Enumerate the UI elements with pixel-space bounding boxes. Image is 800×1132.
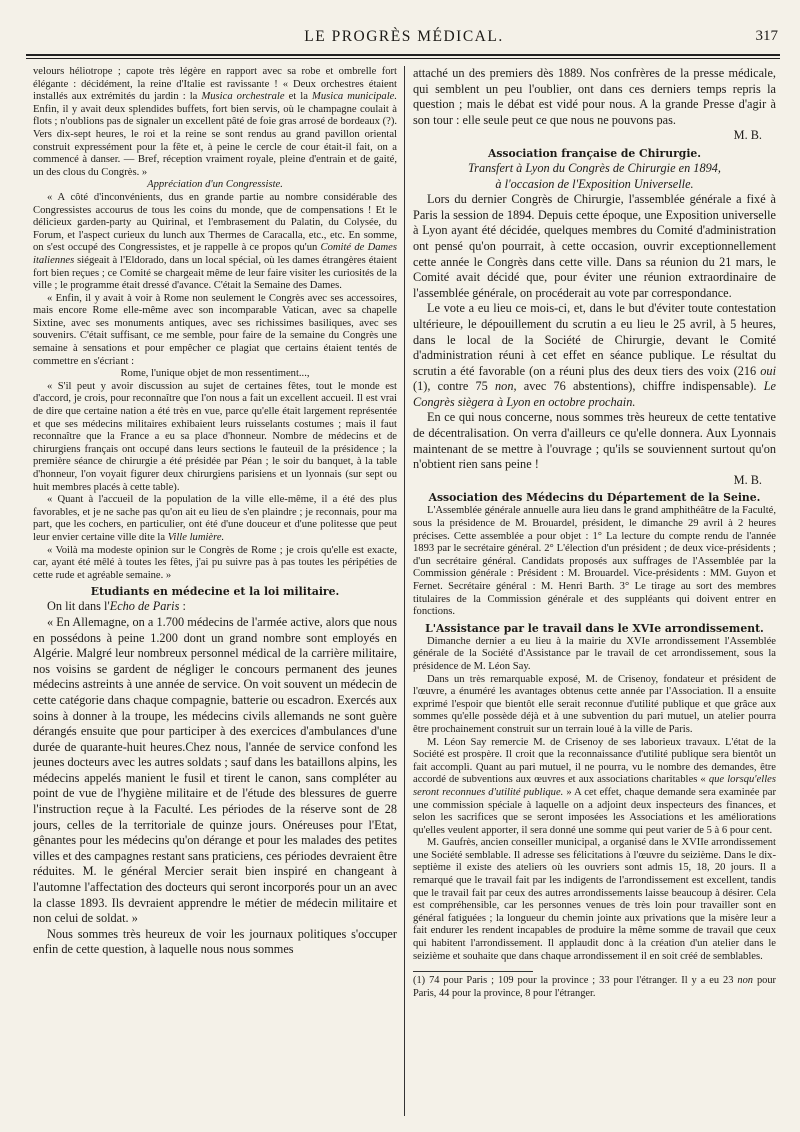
text: M. Léon Say remercie M. de Crisenoy de ses laborieux travaux. L'état de la Société est prospère. Il croit que la reconnaissance d'utilité publique sera bientôt un fait accompli. Quant au pari mutuel, il ne pourra, vu le nombre des demandes, être accordé de subventions aux œuvres et aux associations charitables « [413, 736, 776, 786]
footnote [413, 975, 776, 1000]
text: « Quant à l'accueil de la population de la ville elle-même, il a été des plus favorables, et je ne sache pas qu'on ait eu lieu de s'en plaindre ; je reconnais, pour ma part, que les cochers, en particulier, ont été d'une douceur et d'une politesse que peut leur envier certaine ville dite la [33, 494, 397, 543]
signature: M. B. [733, 128, 762, 143]
section-subtitle: Appréciation d'un Congressiste. [147, 179, 283, 191]
italic-text: Musica municipale. [312, 91, 397, 103]
paragraph: « En Allemagne, on a 1.700 médecins de l'armée active, alors que nous en possédons à peine 1.200 dont un grand nombre sont employés en Algérie. Malgré leur nombreux personnel médical de la carrière militaire, nos voisins se gardent de négliger le concours permanent des jeunes médecins astreints à une année de service. On voit souvent un médecin de cette catégorie dans chaque compagnie, batterie ou escadron. Exercés aux soins à donner à la troupe, les médecins civils allemands ne sont guère dérangés ensuite que pour participer à des exercices d'ambulances d'une durée de quarante-huit heures.Chez nous, l'année de service confond les jeunes docteurs avec les autres soldats ; sauf dans les bataillons alpins, les médecins appelés manient le fusil et tirent le canon, sans compléter au point de vue de l'hygiène militaire et de l'étude des blessures de guerre l'instruction reçue à la Faculté. Les périodes de la réserve sont de 28 jours, celles de la territoriale de quinze jours. Onéreuses pour l'Etat, gênantes pour les médecins qu'on dérange et pour les malades des petites villes et des campagnes restant sans praticiens, ces périodes devraient être réduites. M. le général Mercier serait bien inspiré en changeant à l'automne l'affectation des docteurs qui seront incorporés pour un an avec la classe 1893. Ils devraient apprendre le métier de médecin militaire et non celui de soldat. » [33, 614, 397, 926]
section-subtitle: à l'occasion de l'Exposition Universelle. [495, 176, 694, 191]
section-heading: Association des Médecins du Département de la Seine. [428, 491, 761, 505]
section-subtitle: Transfert à Lyon du Congrès de Chirurgie en 1894, [468, 160, 721, 175]
italic-text: non, [495, 379, 517, 394]
paragraph [413, 737, 776, 838]
italic-text: Comité de Dames italiennes [33, 242, 397, 266]
text: avec 76 abstentions), chiffre indispensable). [523, 379, 757, 394]
italic-text: que lorsqu'elles seront reconnues d'utilité publique. [413, 774, 776, 798]
text: et la [288, 91, 308, 103]
text: velours héliotrope ; capote très légère en rapport avec sa robe et ombrelle fort élégante : décidément, la reine d'Italie est ravissante ! « Deux orchestres étaient installés aux extrémités du jardin : la [33, 66, 397, 103]
verse-quote: Rome, l'unique objet de mon ressentiment..., [120, 368, 310, 380]
left-column [33, 66, 397, 1126]
italic-text: Ville lumière. [167, 531, 225, 543]
text: siégeait à l'Eldorado, dans un local spécial, où les dames étrangères étaient fort bien reçues ; ce Comité se chargeait même de leur faire visiter les curiosités de la ville ; le programme était dressé d'avance. C'était la Semaine des Dames. [33, 254, 397, 292]
text: On lit dans l' [47, 599, 110, 614]
paragraph [33, 66, 397, 179]
section-heading: L'Assistance par le travail dans le XVIe arrondissement. [425, 621, 764, 635]
paragraph: En ce qui nous concerne, nous sommes très heureux de cette tentative de décentralisation. On verra d'ailleurs ce qu'elle donnera. Aux Lyonnais maintenant de se mettre à l'ouvrage ; qu'ils se souviennent surtout qu'on n'obtient rien sans peine ! [413, 410, 776, 472]
header-rule [26, 54, 780, 56]
page-header [28, 28, 780, 50]
header-rule-thin [26, 58, 780, 59]
paragraph [413, 301, 776, 410]
text: » A cet effet, chaque demande sera examinée par une commission spéciale à laquelle on a adjoint deux inspecteurs des finances, et selon les sacrifices que se seront imposées les Associations et les améliorations qu'elles veulent apporter, il sera donné une somme qui peut varier de 5 à 6 pour cent. [413, 786, 776, 836]
italic-text: Echo de Paris [109, 599, 180, 614]
text: Le vote a eu lieu ce mois-ci, et, dans le but d'éviter toute contestation ultérieure, le dépouillement du scrutin a eu lieu le 25 avril, à 5 heures, dans le local de la Société de Chirurgie, devant le Comité d'administration réuni à cet effet en séance publique. Le résultat du scrutin a été favorable (on a réuni plus des deux tiers des voix (216 [413, 301, 776, 378]
paragraph: L'Assemblée générale annuelle aura lieu dans le grand amphithéâtre de la Faculté, sous la présidence de M. Brouardel, président, le dimanche 29 avril à 2 heures précises. Cette assemblée a pour objet : 1° La lecture du compte rendu de l'année 1893 par le secrétaire général. 2° L'élection d'un président ; de deux vice-présidents ; d'un secrétaire général. Candidats proposés aux suffrages de l'Assemblée par la Commission générale : Président : M. Brouardel. Vice-présidents : MM. Guyon et Fernet. Secrétaire général : M. Henri Barth. 3° Le tirage au sort des membres titulaires de la Commission générale et des suppléants qui doivent entrer en fonctions. [413, 505, 776, 618]
paragraph: Dimanche dernier a eu lieu à la mairie du XVIe arrondissement l'Assemblée générale de la Société d'Assistance par le travail de cet arrondissement, sous la présidence de M. Léon Say. [413, 635, 776, 672]
italic-text: Musica orchestrale [201, 91, 285, 103]
paragraph [33, 192, 397, 293]
section-heading: Etudiants en médecine et la loi militaire. [90, 585, 340, 599]
italic-text: Le Congrès siègera à Lyon en octobre prochain. [413, 379, 776, 409]
text: « A côté d'inconvénients, dus en grande partie au nombre considérable des Congressistes accourus de tous les coins du monde, que de compensations ! Et le délicieux garden-party au Quirinal, et l'embrasement du Palatin, du Colysée, du Forum, et l'aspect curieux du lunch aux Thermes de Caracalla, etc., etc. En somme, on s'est occupé des Congressistes, et je rappelle à ce propos qu'un [33, 191, 397, 254]
paragraph: Dans un très remarquable exposé, M. de Crisenoy, fondateur et président de l'œuvre, a énuméré les avantages obtenus cette année par l'Association. Il a ensuite exprimé l'espoir que bientôt elle serait reconnue d'utilité publique et que grâce aux sommes qu'elle possède déjà et à une subvention du pari mutuel, un atelier pourra être prochainement construit sur un terrain loué à la ville de Paris. [413, 673, 776, 735]
text: (1) 74 pour Paris ; 109 pour la province ; 33 pour l'étranger. Il y a eu 23 [413, 975, 734, 987]
section-heading: Association française de Chirurgie. [487, 146, 702, 160]
right-column [413, 66, 776, 1126]
text: : [182, 599, 186, 614]
paragraph: attaché un des premiers dès 1889. Nos confrères de la presse médicale, qui semblent un peu l'oublier, ont dans ces derniers temps repris la question ; mais le débat est vidé pour nous. A la grande Presse d'agir à son tour : elle seule peut ce que nous ne pouvons pas. [413, 66, 776, 127]
paragraph: Nous sommes très heureux de voir les journaux politiques s'occuper enfin de cette question, à laquelle nous nous sommes [33, 926, 397, 957]
footnote-rule [413, 971, 533, 972]
paragraph [33, 599, 397, 615]
text: (1), contre 75 [413, 379, 488, 394]
running-title: LE PROGRÈS MÉDICAL. [304, 28, 504, 45]
paragraph: Lors du dernier Congrès de Chirurgie, l'assemblée générale a fixé à Paris la session de 1894. Depuis cette époque, une Exposition universelle à Lyon ayant été décidée, quelques membres du Comité d'administration ont pensé qu'on pourrait, à cette occasion, ouvrir exceptionnellement cette année le Congrès dans cette ville. Dans sa réunion du 21 mars, le Comité avait décidé que, pour éviter une réunion extraordinaire de l'assemblée générale, on procéderait au vote par correspondance. [413, 192, 776, 300]
italic-text: non [737, 975, 753, 987]
paragraph [33, 494, 397, 544]
italic-text: oui [760, 363, 776, 378]
signature: M. B. [733, 472, 762, 487]
text: pour Paris, 44 pour la province, 8 pour l'étranger. [413, 975, 776, 999]
paragraph: « Voilà ma modeste opinion sur le Congrès de Rome ; je crois qu'elle est exacte, car, ayant été mêlé à toutes les fêtes, j'ai pu suivre pas à pas toutes les péripéties de cette rude et agréable semaine. » [33, 544, 397, 581]
paragraph: « S'il peut y avoir discussion au sujet de certaines fêtes, tout le monde est d'accord, je crois, pour reconnaître que l'on nous a fait un excellent accueil. Il est vrai de dire que certaine nation a été très en vue, parce qu'elle était largement représentée et que ses médecins militaires exhibaient leurs ruisselants costumes ; mais il faut reconnaître que la France a eu sa place d'honneur. Nombre de médecins et de chirurgiens français ont occupé dans leurs sections le fauteuil de la présidence ; la première séance de chirurgie a été présidée par Péan ; le soir du banquet, à la table d'honneur, l'on voyait figurer deux chirurgiens parisiens et un lyonnais (sur sept ou huit membres placés à cette table). [33, 380, 397, 493]
paragraph: M. Gaufrès, ancien conseiller municipal, a organisé dans le XVIIe arrondissement une Société semblable. Il adresse ses félicitations à l'œuvre du seizième. Dans le dix-septième il existe des ateliers où les ouvriers sont admis 15, 18, 20 jours. Il a remarqué que le travail fait par les indigents de l'arrondissement est excellent, tandis que le travail fait par ceux des autres arrondissements laisse beaucoup à désirer. Cela est compréhensible, car les personnes venues de très loin pour travailler sont en général fatiguées ; la longueur du chemin jointe aux privations que la misère leur a fait endurer les rendent incapables de produire la même somme de travail que ceux qui habitent l'arrondissement. Il applaudit donc à la création d'un atelier dans le seizième et souhaite que dans chaque arrondissement il en soit créé de semblables. [413, 837, 776, 962]
column-divider [404, 66, 405, 1116]
text: Enfin, il y avait deux splendides buffets, fort bien servis, où le champagne coulait à flots ; n'oublions pas de signaler un excellent pâté de foie gras arrosé de bordeaux (?). Vers dix-sept heures, le roi et la reine se sont rendus au grand pavillon oriental construit expressément pour la fête et, à peine le cercle de cour était-il fait, on a commencé à danser. — Bref, réception vraiment royale, pleine d'entrain et de gaité, un des clous du Congrès. » [33, 103, 397, 178]
page-number: 317 [755, 28, 778, 44]
paragraph: « Enfin, il y avait à voir à Rome non seulement le Congrès avec ses accessoires, mais encore Rome elle-même avec son incomparable Vatican, avec sa chapelle Sixtine, avec ses monuments antiques, avec ses richissimes basiliques, avec ses souvenirs. C'était suffisant, ce me semble, pour faire de la semaine du Congrès une semaine à sensations et pour empêcher ce plagiat que certains étaient tentés de commettre en s'écriant : [33, 292, 397, 367]
